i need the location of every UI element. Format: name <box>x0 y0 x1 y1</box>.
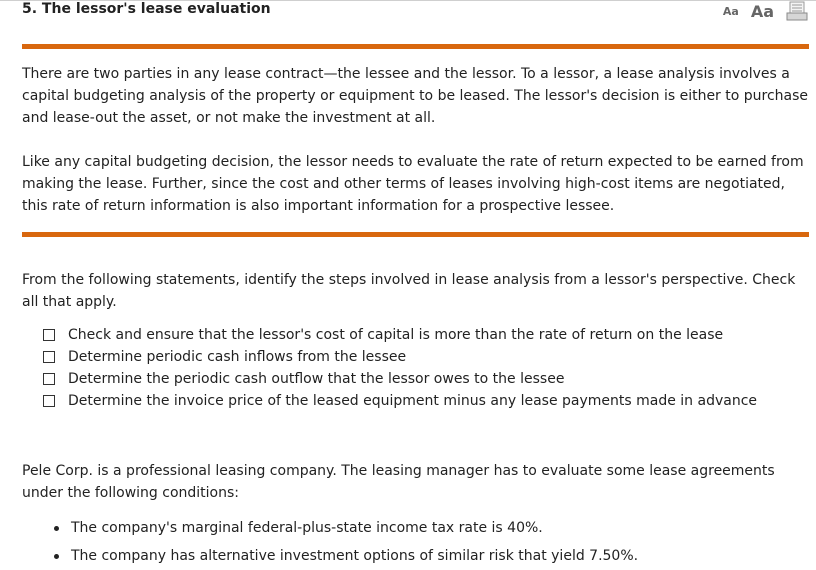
checkbox-option-2[interactable] <box>43 351 55 363</box>
answer-option-1[interactable] <box>43 324 803 346</box>
conditions-list <box>54 514 804 570</box>
condition-item <box>54 542 804 570</box>
bullet-dot-icon <box>54 554 59 559</box>
section-header <box>22 0 812 24</box>
checkbox-option-4[interactable] <box>43 395 55 407</box>
answer-option-2[interactable] <box>43 346 803 368</box>
checkbox-option-1[interactable] <box>43 329 55 341</box>
decrease-font-size-button[interactable]: Aa <box>722 4 739 18</box>
intro-paragraph-2: Like any capital budgeting decision, the lessor needs to evaluate the rate of return expected to be earned from making the lease. Further, since the cost and other terms of leases involving high-cost items are negotiated, this rate of return information is also important information for a prospective lessee. <box>22 154 804 214</box>
header-tools <box>723 0 808 22</box>
increase-font-size-button[interactable]: Aa <box>750 1 774 21</box>
condition-item <box>54 514 804 542</box>
condition-text: The company has alternative investment options of similar risk that yield 7.50%. <box>71 548 639 564</box>
option-label: Determine the invoice price of the leased equipment minus any lease payments made in advance <box>68 393 758 409</box>
orange-divider-top <box>22 44 809 49</box>
print-icon[interactable] <box>786 1 808 21</box>
section-title: 5. The lessor's lease evaluation <box>22 1 271 17</box>
orange-divider-bottom <box>22 232 809 237</box>
bullet-dot-icon <box>54 526 59 531</box>
answer-options-list <box>43 324 803 412</box>
option-label: Determine periodic cash inflows from the lessee <box>68 349 407 365</box>
option-label: Determine the periodic cash outflow that the lessor owes to the lessee <box>68 371 565 387</box>
intro-paragraph-1: There are two parties in any lease contract—the lessee and the lessor. To a lessor, a lease analysis involves a capital budgeting analysis of the property or equipment to be leased. The lessor's decision is either to purchase and lease-out the asset, or not make the investment at all. <box>22 66 809 126</box>
condition-text: The company's marginal federal-plus-state income tax rate is 40%. <box>71 520 543 536</box>
option-label: Check and ensure that the lessor's cost of capital is more than the rate of return on the lease <box>68 327 724 343</box>
checkbox-option-3[interactable] <box>43 373 55 385</box>
answer-option-3[interactable] <box>43 368 803 390</box>
answer-option-4[interactable] <box>43 390 803 412</box>
scenario-intro: Pele Corp. is a professional leasing company. The leasing manager has to evaluate some lease agreements under the following conditions: <box>22 463 775 501</box>
question-prompt: From the following statements, identify the steps involved in lease analysis from a lessor's perspective. Check all that apply. <box>22 272 796 310</box>
